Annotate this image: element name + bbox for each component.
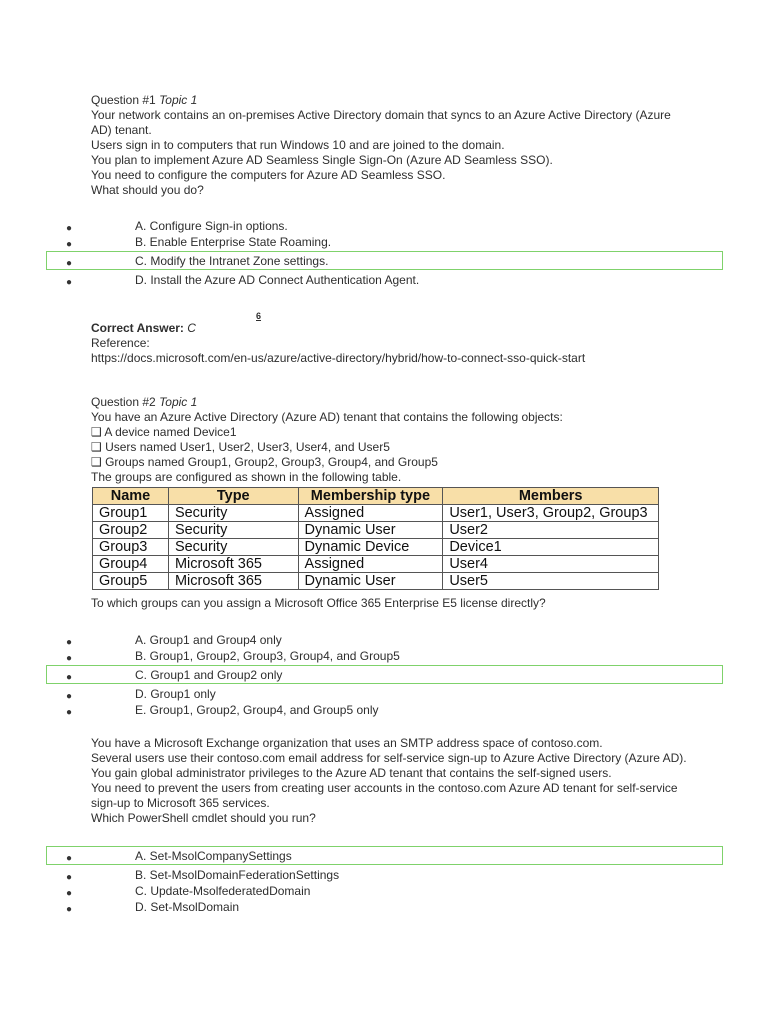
q1-option-b[interactable]: B. Enable Enterprise State Roaming. — [135, 235, 332, 249]
question-1-label: Question #1 — [91, 93, 156, 107]
cell-name: Group1 — [93, 505, 169, 522]
groups-table — [92, 487, 659, 590]
cell-membership: Dynamic Device — [298, 539, 443, 556]
table-header-row — [93, 488, 659, 505]
body-line: You have a Microsoft Exchange organization that uses an SMTP address space of contoso.com. — [91, 736, 603, 750]
q2-option-b[interactable]: B. Group1, Group2, Group3, Group4, and Group5 — [135, 649, 400, 663]
bullet-icon: ● — [66, 239, 73, 250]
q3-option-d[interactable]: D. Set-MsolDomain — [135, 900, 240, 914]
body-line: The groups are configured as shown in the following table. — [91, 470, 402, 484]
table-row — [93, 539, 659, 556]
q2-option-e[interactable]: E. Group1, Group2, Group4, and Group5 only — [135, 703, 379, 717]
table-row — [93, 522, 659, 539]
cell-members: User5 — [443, 573, 659, 590]
table-row — [93, 556, 659, 573]
body-line: You plan to implement Azure AD Seamless Single Sign-On (Azure AD Seamless SSO). — [91, 153, 553, 167]
bullet-icon: ● — [66, 904, 73, 915]
cell-members: User1, User3, Group2, Group3 — [443, 505, 659, 522]
body-line: Several users use their contoso.com email address for self-service sign-up to Azure Active Directory (Azure AD). — [91, 751, 687, 765]
bullet-icon: ● — [66, 637, 73, 648]
cell-membership: Assigned — [298, 505, 443, 522]
question-1-body — [91, 108, 671, 198]
q2-option-c[interactable]: C. Group1 and Group2 only — [135, 668, 283, 682]
cell-type: Security — [168, 522, 298, 539]
body-line: sign-up to Microsoft 365 services. — [91, 796, 270, 810]
bullet-icon: ● — [66, 223, 73, 234]
header-members: Members — [443, 488, 659, 505]
bullet-icon: ● — [66, 672, 73, 683]
cell-type: Security — [168, 539, 298, 556]
bullet-icon: ● — [66, 277, 73, 288]
header-membership-type: Membership type — [298, 488, 443, 505]
bullet-icon: ● — [66, 872, 73, 883]
table-row — [93, 505, 659, 522]
body-line: You gain global administrator privileges to the Azure AD tenant that contains the self-signed users. — [91, 766, 612, 780]
question-1-topic: Topic 1 — [159, 93, 198, 107]
body-line: You have an Azure Active Directory (Azure AD) tenant that contains the following objects: — [91, 410, 563, 424]
bullet-icon: ● — [66, 653, 73, 664]
reference-label: Reference: — [91, 336, 150, 350]
body-line: Users sign in to computers that run Windows 10 and are joined to the domain. — [91, 138, 505, 152]
bullet-icon: ● — [66, 258, 73, 269]
bullet-icon: ● — [66, 853, 73, 864]
body-line: ❑ A device named Device1 — [91, 425, 237, 439]
body-line: ❑ Users named User1, User2, User3, User4, and User5 — [91, 440, 390, 454]
cell-type: Microsoft 365 — [168, 556, 298, 573]
header-type: Type — [168, 488, 298, 505]
correct-answer-label: Correct Answer: — [91, 321, 184, 335]
body-line: You need to prevent the users from creating user accounts in the contoso.com Azure AD tenant for self-service — [91, 781, 678, 795]
cell-type: Security — [168, 505, 298, 522]
question-3-body — [91, 736, 687, 826]
cell-membership: Dynamic User — [298, 573, 443, 590]
header-name: Name — [93, 488, 169, 505]
cell-members: User2 — [443, 522, 659, 539]
correct-answer-value: C — [187, 321, 196, 335]
reference-link[interactable]: https://docs.microsoft.com/en-us/azure/active-directory/hybrid/how-to-connect-sso-quick-start — [91, 351, 586, 365]
bullet-icon: ● — [66, 691, 73, 702]
body-line: AD) tenant. — [91, 123, 152, 137]
cell-type: Microsoft 365 — [168, 573, 298, 590]
cell-name: Group5 — [93, 573, 169, 590]
q3-option-b[interactable]: B. Set-MsolDomainFederationSettings — [135, 868, 340, 882]
cell-name: Group4 — [93, 556, 169, 573]
bullet-icon: ● — [66, 888, 73, 899]
cell-membership: Dynamic User — [298, 522, 443, 539]
q2-option-a[interactable]: A. Group1 and Group4 only — [135, 633, 282, 647]
cell-members: Device1 — [443, 539, 659, 556]
question-2-label: Question #2 — [91, 395, 156, 409]
q1-option-d[interactable]: D. Install the Azure AD Connect Authentication Agent. — [135, 273, 420, 287]
q2-option-d[interactable]: D. Group1 only — [135, 687, 216, 701]
cell-name: Group3 — [93, 539, 169, 556]
correct-answer — [91, 321, 196, 336]
cell-membership: Assigned — [298, 556, 443, 573]
body-line: Your network contains an on-premises Active Directory domain that syncs to an Azure Active Directory (Azure — [91, 108, 671, 122]
body-line: ❑ Groups named Group1, Group2, Group3, Group4, and Group5 — [91, 455, 438, 469]
question-2-heading — [91, 395, 197, 410]
question-1-heading — [91, 93, 197, 108]
question-2-body — [91, 410, 563, 485]
cell-name: Group2 — [93, 522, 169, 539]
body-line: Which PowerShell cmdlet should you run? — [91, 811, 316, 825]
question-2-prompt: To which groups can you assign a Microsoft Office 365 Enterprise E5 license directly? — [91, 596, 546, 610]
table-row — [93, 573, 659, 590]
body-line: You need to configure the computers for Azure AD Seamless SSO. — [91, 168, 446, 182]
cell-members: User4 — [443, 556, 659, 573]
bullet-icon: ● — [66, 707, 73, 718]
body-line: What should you do? — [91, 183, 204, 197]
q3-option-a[interactable]: A. Set-MsolCompanySettings — [135, 849, 292, 863]
q1-option-c[interactable]: C. Modify the Intranet Zone settings. — [135, 254, 329, 268]
q3-option-c[interactable]: C. Update-MsolfederatedDomain — [135, 884, 311, 898]
q1-option-a[interactable]: A. Configure Sign-in options. — [135, 219, 288, 233]
vote-count: 6 — [256, 311, 262, 321]
question-2-topic: Topic 1 — [159, 395, 198, 409]
